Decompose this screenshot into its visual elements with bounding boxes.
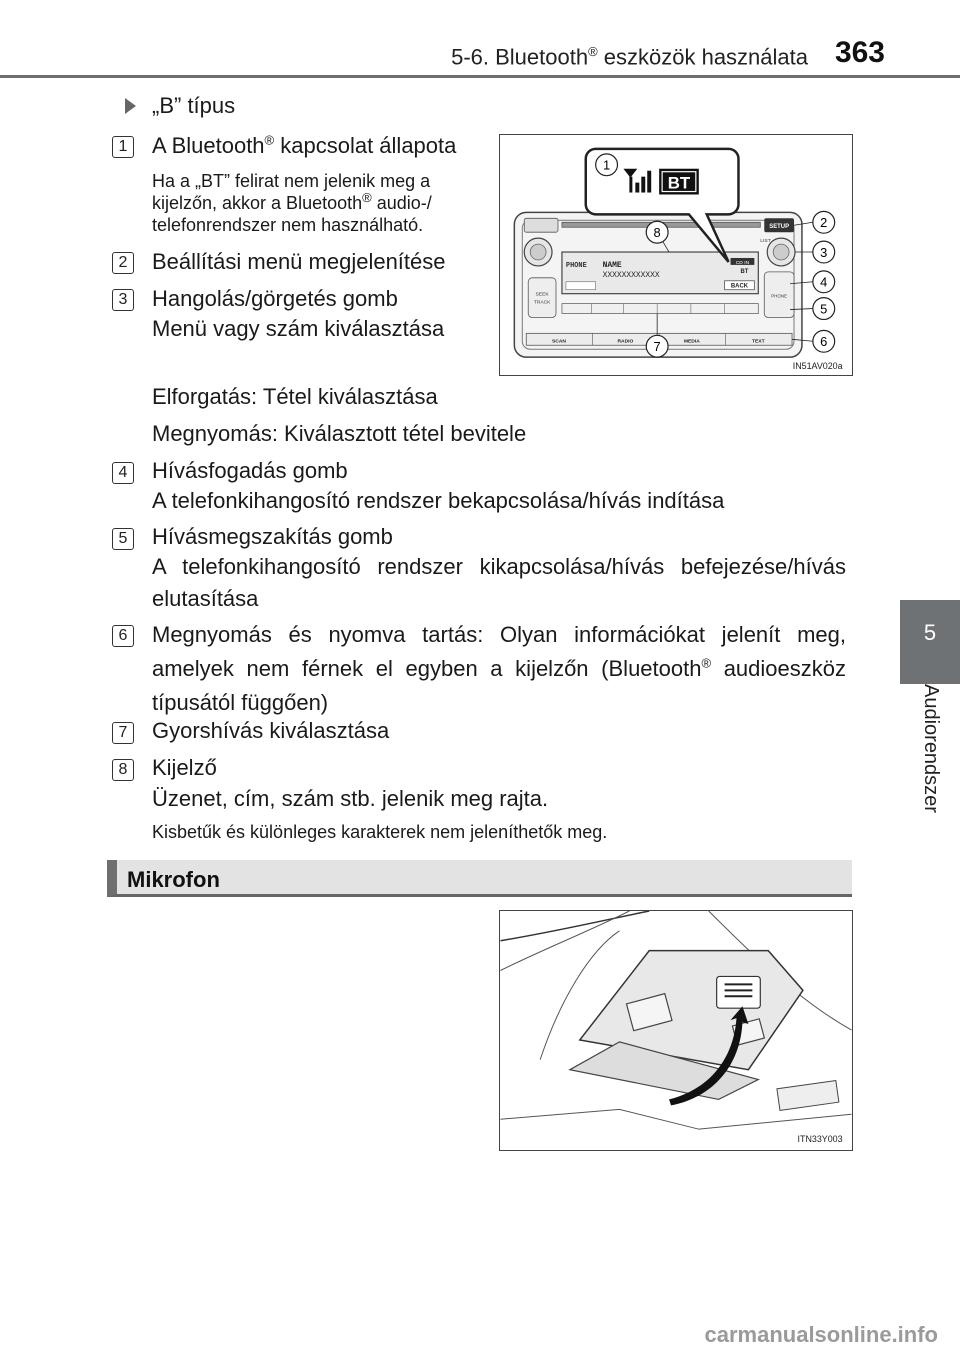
figure-1-code: IN51AV020a — [792, 361, 843, 372]
eject-button — [524, 218, 558, 232]
display-back: BACK — [730, 283, 749, 290]
item-3-line-3: Elforgatás: Tétel kiválasztása — [152, 384, 438, 409]
item-number-2: 2 — [112, 252, 134, 274]
chapter-number: 5 — [923, 620, 937, 645]
item-4-title: Hívásfogadás gomb — [152, 458, 348, 483]
callout-7 — [646, 335, 668, 357]
item-3-title: Hangolás/görgetés gomb — [152, 286, 398, 311]
microphone-illustration — [500, 911, 852, 1150]
item-number-8: 8 — [112, 759, 134, 781]
item-number-5: 5 — [112, 528, 134, 550]
item-1-title: A Bluetooth® kapcsolat állapota — [152, 132, 457, 158]
scan-label: SCAN — [551, 339, 566, 345]
svg-text:7: 7 — [653, 339, 661, 355]
section-heading-mikrofon: Mikrofon — [107, 860, 852, 897]
type-heading: „B” típus — [152, 93, 236, 118]
preset-buttons — [562, 304, 758, 314]
callout-3 — [813, 241, 835, 263]
svg-text:5: 5 — [820, 301, 828, 317]
item-number-6: 6 — [112, 625, 134, 647]
page-number: 363 — [834, 36, 885, 69]
chapter-label: Audiorendszer — [920, 684, 942, 813]
figure-2-code: ITN33Y003 — [797, 1134, 843, 1145]
item-number-1: 1 — [112, 136, 134, 158]
display-bt-small: BT — [740, 268, 749, 275]
radio-label: RADIO — [617, 339, 634, 345]
callout-4 — [813, 271, 835, 293]
section-title: 5-6. Bluetooth® eszközök használata — [451, 44, 808, 70]
watermark: carmanualsonline.info — [704, 1322, 938, 1347]
svg-text:1: 1 — [602, 157, 611, 173]
display-name: NAME — [602, 260, 622, 270]
bt-label-large: BT — [667, 173, 691, 193]
track-label: TRACK — [533, 300, 551, 306]
phone-button-label: PHONE — [771, 293, 788, 299]
svg-text:6: 6 — [820, 334, 828, 350]
item-7-title: Gyorshívás kiválasztása — [152, 718, 390, 743]
display-number: XXXXXXXXXXXX — [602, 270, 660, 280]
media-label: MEDIA — [683, 339, 700, 345]
text-label: TEXT — [752, 339, 765, 345]
svg-text:4: 4 — [820, 274, 828, 290]
microphone-icon — [717, 976, 761, 1008]
list-label: LIST — [760, 239, 771, 245]
bullet-arrow-icon — [125, 98, 136, 114]
item-8-line-2: Üzenet, cím, szám stb. jelenik meg rajta. — [152, 786, 549, 811]
callout-1 — [596, 154, 618, 176]
item-5-title: Hívásmegszakítás gomb — [152, 524, 393, 549]
page-header — [0, 0, 960, 78]
display-cd-in: CD IN — [735, 260, 750, 266]
item-8-note: Kisbetűk és különleges karakterek nem jeleníthetők meg. — [152, 822, 608, 842]
item-number-3: 3 — [112, 289, 134, 311]
item-3-line-2: Menü vagy szám kiválasztása — [152, 316, 445, 341]
svg-text:3: 3 — [820, 244, 828, 260]
item-1-note-line-3: telefonrendszer nem használható. — [152, 215, 424, 235]
item-1-note-line-2: kijelzőn, akkor a Bluetooth® audio-/ — [152, 190, 432, 213]
item-5-line-2: A telefonkihangosító rendszer kikapcsolása/hívás befejezése/hívás elutasítása — [152, 554, 846, 611]
item-8-title: Kijelző — [152, 755, 217, 780]
setup-label: SETUP — [769, 224, 790, 231]
item-2-title: Beállítási menü megjelenítése — [152, 249, 446, 274]
item-number-7: 7 — [112, 722, 134, 744]
callout-8 — [646, 221, 668, 243]
item-4-line-2: A telefonkihangosító rendszer bekapcsolása/hívás indítása — [152, 488, 725, 513]
display-phone-label: PHONE — [565, 261, 587, 270]
microphone-figure — [499, 910, 853, 1151]
svg-text:8: 8 — [653, 225, 661, 241]
callout-2 — [813, 211, 835, 233]
svg-text:2: 2 — [820, 215, 828, 231]
callout-5 — [813, 298, 835, 320]
callout-6 — [813, 330, 835, 352]
item-number-4: 4 — [112, 462, 134, 484]
item-3-line-4: Megnyomás: Kiválasztott tétel bevitele — [152, 421, 527, 446]
seek-label: SEEK — [535, 292, 549, 298]
item-6-text: Megnyomás és nyomva tartás: Olyan információkat jelenít meg, amelyek nem férnek el egyben a kijelzőn (Bluetooth® audioeszköz típusától függően) — [152, 622, 846, 715]
item-1-note-line-1: Ha a „BT” felirat nem jelenik meg a — [152, 171, 431, 191]
audio-unit-figure — [499, 134, 853, 376]
audio-unit-illustration — [500, 135, 852, 375]
